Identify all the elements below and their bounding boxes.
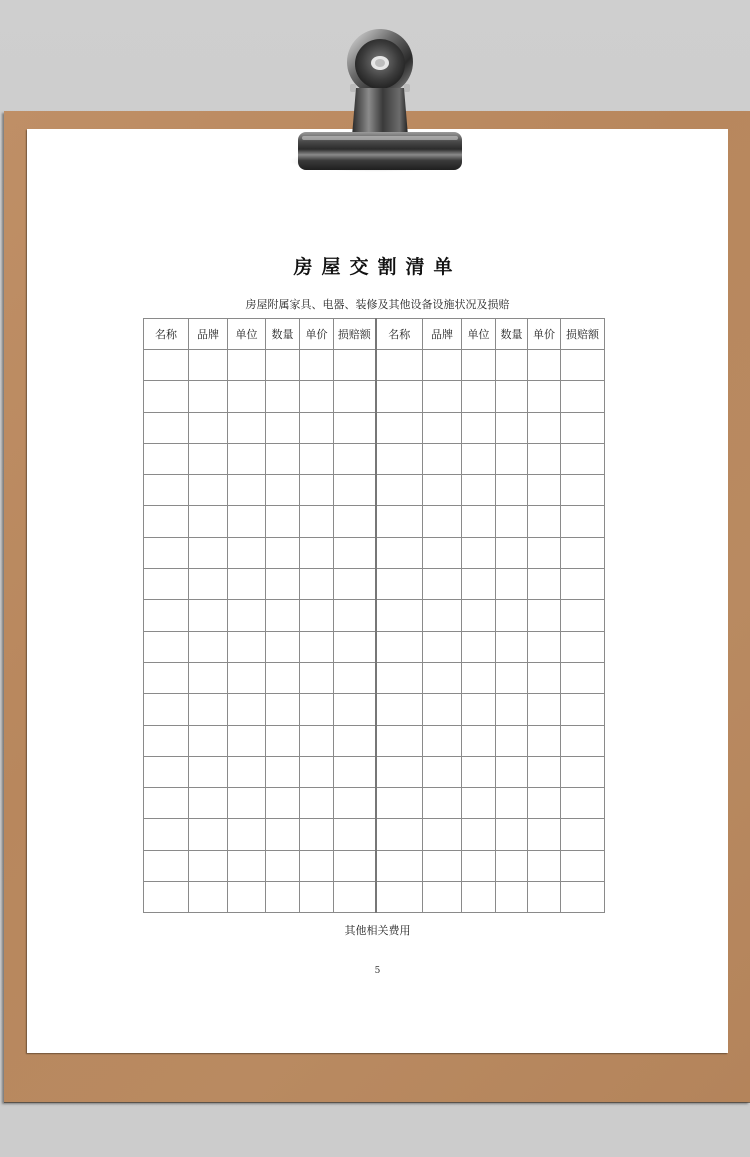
table-row [144, 475, 605, 506]
table-row [144, 600, 605, 631]
table-cell [376, 850, 423, 881]
table-row [144, 443, 605, 474]
table-row [144, 537, 605, 568]
table-cell [376, 725, 423, 756]
table-cell [423, 537, 462, 568]
table-cell [462, 475, 496, 506]
table-cell [266, 631, 300, 662]
column-header-name: 名称 [376, 319, 423, 350]
table-cell [300, 694, 334, 725]
table-row [144, 850, 605, 881]
table-cell [462, 631, 496, 662]
table-cell [228, 756, 266, 787]
table-cell [423, 788, 462, 819]
table-cell [462, 694, 496, 725]
table-cell [496, 443, 528, 474]
table-cell [300, 600, 334, 631]
table-cell [423, 756, 462, 787]
table-cell [423, 443, 462, 474]
table-row [144, 694, 605, 725]
table-cell [496, 412, 528, 443]
table-cell [528, 475, 561, 506]
table-cell [423, 412, 462, 443]
table-cell [528, 694, 561, 725]
table-cell [300, 662, 334, 693]
table-cell [300, 850, 334, 881]
table-cell [462, 882, 496, 913]
table-cell [561, 443, 605, 474]
table-cell [228, 412, 266, 443]
table-body [144, 350, 605, 913]
table-cell [423, 600, 462, 631]
other-fees-label: 其他相关费用 [344, 924, 411, 937]
table-cell [423, 725, 462, 756]
table-row [144, 756, 605, 787]
table-cell [423, 694, 462, 725]
table-cell [376, 756, 423, 787]
table-cell [528, 381, 561, 412]
inventory-table [143, 318, 605, 913]
table-cell [266, 882, 300, 913]
table-cell [266, 475, 300, 506]
table-cell [189, 694, 228, 725]
table-cell [300, 381, 334, 412]
table-cell [266, 600, 300, 631]
table-cell [300, 788, 334, 819]
table-cell [189, 600, 228, 631]
table-cell [496, 756, 528, 787]
table-cell [496, 537, 528, 568]
table-cell [561, 631, 605, 662]
table-cell [423, 569, 462, 600]
table-cell [496, 569, 528, 600]
table-cell [189, 725, 228, 756]
table-cell [496, 381, 528, 412]
table-cell [189, 381, 228, 412]
table-cell [266, 662, 300, 693]
table-cell [300, 631, 334, 662]
table-cell [300, 443, 334, 474]
table-cell [144, 850, 189, 881]
table-cell [228, 788, 266, 819]
table-cell [189, 819, 228, 850]
table-row [144, 350, 605, 381]
table-cell [189, 537, 228, 568]
table-cell [189, 506, 228, 537]
table-cell [144, 350, 189, 381]
table-cell [144, 600, 189, 631]
table-cell [528, 662, 561, 693]
table-cell [266, 756, 300, 787]
table-cell [496, 788, 528, 819]
column-header-damage-amount: 损赔额 [561, 319, 605, 350]
table-cell [423, 631, 462, 662]
table-cell [376, 882, 423, 913]
table-cell [462, 725, 496, 756]
table-cell [496, 850, 528, 881]
column-header-quantity: 数量 [496, 319, 528, 350]
table-cell [561, 850, 605, 881]
table-cell [334, 600, 376, 631]
table-cell [423, 850, 462, 881]
document-title: 房屋交割清单 [293, 256, 462, 278]
table-cell [189, 631, 228, 662]
table-cell [462, 537, 496, 568]
table-cell [528, 412, 561, 443]
table-cell [376, 412, 423, 443]
table-cell [300, 412, 334, 443]
table-cell [300, 350, 334, 381]
table-cell [334, 475, 376, 506]
table-cell [300, 725, 334, 756]
table-cell [144, 443, 189, 474]
table-cell [334, 443, 376, 474]
table-cell [376, 631, 423, 662]
table-cell [376, 475, 423, 506]
table-cell [228, 662, 266, 693]
table-row [144, 788, 605, 819]
table-cell [423, 819, 462, 850]
page-number: 5 [374, 966, 381, 976]
table-cell [496, 506, 528, 537]
table-cell [528, 443, 561, 474]
table-cell [561, 569, 605, 600]
table-cell [144, 819, 189, 850]
table-cell [376, 381, 423, 412]
table-cell [423, 381, 462, 412]
table-cell [144, 694, 189, 725]
table-cell [334, 756, 376, 787]
table-cell [266, 725, 300, 756]
table-cell [189, 569, 228, 600]
table-cell [423, 882, 462, 913]
table-cell [300, 506, 334, 537]
table-cell [528, 350, 561, 381]
table-cell [496, 475, 528, 506]
table-cell [423, 662, 462, 693]
table-cell [228, 819, 266, 850]
column-header-unit: 单位 [462, 319, 496, 350]
table-cell [496, 725, 528, 756]
table-cell [528, 882, 561, 913]
table-cell [376, 506, 423, 537]
table-cell [144, 569, 189, 600]
table-cell [528, 788, 561, 819]
table-row [144, 662, 605, 693]
table-cell [334, 537, 376, 568]
table-cell [189, 443, 228, 474]
table-cell [228, 443, 266, 474]
table-cell [462, 506, 496, 537]
table-row [144, 631, 605, 662]
table-cell [376, 819, 423, 850]
table-cell [228, 850, 266, 881]
table-cell [228, 381, 266, 412]
table-cell [462, 381, 496, 412]
table-cell [334, 882, 376, 913]
table-row [144, 381, 605, 412]
table-cell [266, 569, 300, 600]
column-header-name: 名称 [144, 319, 189, 350]
column-header-unit-price: 单价 [300, 319, 334, 350]
table-cell [496, 819, 528, 850]
table-cell [462, 412, 496, 443]
table-cell [376, 694, 423, 725]
table-row [144, 882, 605, 913]
table-cell [144, 882, 189, 913]
table-cell [561, 882, 605, 913]
table-cell [334, 350, 376, 381]
document-subtitle: 房屋附属家具、电器、装修及其他设备设施状况及损赔 [245, 298, 510, 311]
table-cell [528, 819, 561, 850]
table-cell [266, 788, 300, 819]
table-cell [189, 850, 228, 881]
table-cell [300, 819, 334, 850]
table-cell [266, 850, 300, 881]
table-cell [376, 443, 423, 474]
table-row [144, 819, 605, 850]
table-cell [528, 756, 561, 787]
table-cell [423, 475, 462, 506]
table-cell [334, 569, 376, 600]
table-cell [376, 569, 423, 600]
table-cell [496, 600, 528, 631]
table-cell [334, 506, 376, 537]
table-cell [496, 694, 528, 725]
table-cell [423, 506, 462, 537]
table-cell [376, 662, 423, 693]
table-cell [528, 506, 561, 537]
table-cell [462, 819, 496, 850]
table-cell [266, 443, 300, 474]
table-cell [189, 350, 228, 381]
table-cell [561, 694, 605, 725]
table-cell [561, 788, 605, 819]
table-cell [228, 506, 266, 537]
table-cell [266, 537, 300, 568]
table-cell [144, 662, 189, 693]
table-cell [561, 350, 605, 381]
table-cell [228, 350, 266, 381]
table-cell [189, 788, 228, 819]
table-cell [334, 381, 376, 412]
table-row [144, 412, 605, 443]
table-cell [561, 756, 605, 787]
column-header-unit: 单位 [228, 319, 266, 350]
table-cell [376, 600, 423, 631]
column-header-brand: 品牌 [189, 319, 228, 350]
table-cell [300, 569, 334, 600]
table-cell [561, 412, 605, 443]
table-cell [334, 819, 376, 850]
table-cell [266, 412, 300, 443]
table-cell [528, 850, 561, 881]
table-cell [144, 412, 189, 443]
table-cell [462, 662, 496, 693]
table-cell [561, 725, 605, 756]
table-cell [334, 725, 376, 756]
table-cell [266, 350, 300, 381]
table-cell [462, 850, 496, 881]
table-cell [496, 882, 528, 913]
table-cell [144, 756, 189, 787]
table-cell [496, 662, 528, 693]
table-cell [528, 725, 561, 756]
table-cell [561, 600, 605, 631]
table-cell [462, 788, 496, 819]
table-cell [423, 350, 462, 381]
table-cell [300, 537, 334, 568]
table-cell [189, 756, 228, 787]
table-cell [561, 506, 605, 537]
table-cell [334, 694, 376, 725]
table-cell [334, 412, 376, 443]
table-cell [561, 537, 605, 568]
table-cell [144, 381, 189, 412]
table-cell [462, 350, 496, 381]
table-cell [144, 537, 189, 568]
table-cell [462, 443, 496, 474]
table-cell [228, 600, 266, 631]
table-cell [144, 725, 189, 756]
table-header-row [144, 319, 605, 350]
table-cell [228, 725, 266, 756]
table-cell [266, 381, 300, 412]
table-cell [300, 882, 334, 913]
table-cell [561, 475, 605, 506]
table-cell [189, 882, 228, 913]
table-cell [334, 850, 376, 881]
table-cell [376, 537, 423, 568]
table-cell [189, 412, 228, 443]
table-cell [528, 600, 561, 631]
column-header-quantity: 数量 [266, 319, 300, 350]
table-row [144, 569, 605, 600]
table-cell [189, 475, 228, 506]
table-cell [300, 475, 334, 506]
table-cell [376, 350, 423, 381]
table-cell [462, 569, 496, 600]
table-cell [376, 788, 423, 819]
table-cell [144, 475, 189, 506]
column-header-brand: 品牌 [423, 319, 462, 350]
table-cell [228, 631, 266, 662]
table-row [144, 725, 605, 756]
table-cell [334, 662, 376, 693]
column-header-damage-amount: 损赔额 [334, 319, 376, 350]
table-cell [496, 631, 528, 662]
table-cell [266, 506, 300, 537]
table-cell [266, 819, 300, 850]
table-cell [334, 631, 376, 662]
table-cell [300, 756, 334, 787]
column-header-unit-price: 单价 [528, 319, 561, 350]
table-cell [561, 819, 605, 850]
table-cell [144, 506, 189, 537]
table-cell [228, 882, 266, 913]
table-cell [266, 694, 300, 725]
table-cell [528, 537, 561, 568]
table-cell [144, 631, 189, 662]
table-row [144, 506, 605, 537]
table-cell [228, 569, 266, 600]
binder-clip-icon [290, 24, 470, 172]
table-cell [462, 600, 496, 631]
table-cell [228, 694, 266, 725]
table-cell [561, 662, 605, 693]
table-cell [528, 569, 561, 600]
table-cell [462, 756, 496, 787]
table-cell [496, 350, 528, 381]
table-cell [561, 381, 605, 412]
table-cell [144, 788, 189, 819]
table-cell [228, 475, 266, 506]
table-cell [189, 662, 228, 693]
table-cell [334, 788, 376, 819]
table-cell [228, 537, 266, 568]
table-cell [528, 631, 561, 662]
